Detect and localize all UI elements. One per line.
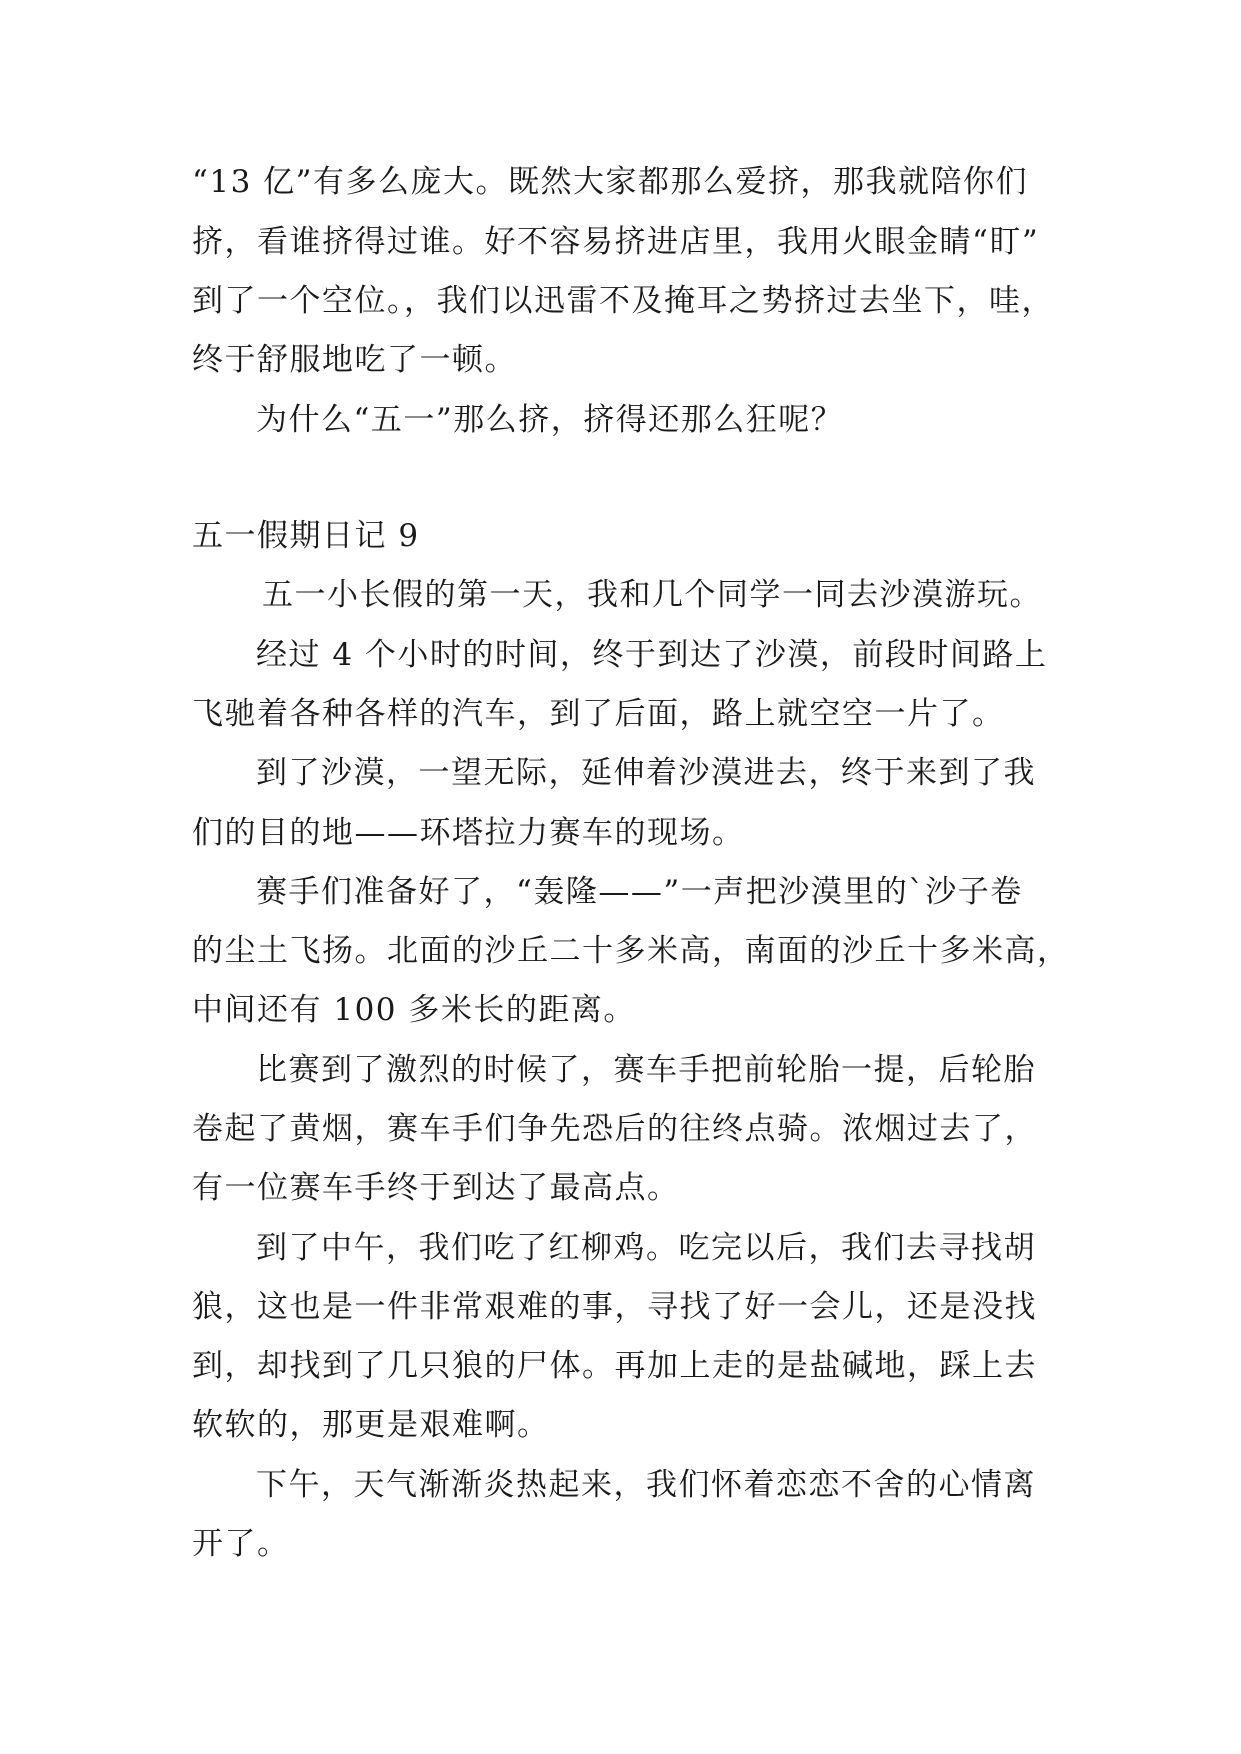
text-line: 挤，看谁挤得过谁。好不容易挤进店里，我用火眼金睛“盯” — [192, 224, 1040, 260]
text-line: 卷起了黄烟，赛车手们争先恐后的往终点骑。浓烟过去了， — [192, 1111, 1037, 1147]
section-title: 五一假期日记 9 — [192, 518, 420, 554]
text-line: 软软的，那更是艰难啊。 — [192, 1407, 550, 1443]
text-line: 的尘土飞扬。北面的沙丘二十多米高，南面的沙丘十多米高， — [192, 933, 1070, 969]
text-line: 下午，天气渐渐炎热起来，我们怀着恋恋不舍的心情离 — [256, 1467, 1036, 1503]
text-line: 比赛到了激烈的时候了，赛车手把前轮胎一提，后轮胎 — [256, 1052, 1036, 1088]
text-line: 开了。 — [192, 1526, 290, 1562]
text-line: 到了中午，我们吃了红柳鸡。吃完以后，我们去寻找胡 — [256, 1230, 1036, 1266]
text-line: 到，却找到了几只狼的尸体。再加上走的是盐碱地，踩上去 — [192, 1348, 1037, 1384]
text-line: 中间还有 100 多米长的距离。 — [192, 992, 636, 1028]
text-line: 到了一个空位。，我们以迅雷不及掩耳之势挤过去坐下，哇， — [192, 283, 1054, 319]
text-line: 为什么“五一”那么挤，挤得还那么狂呢？ — [256, 402, 844, 438]
text-line: 赛手们准备好了，“轰隆——”一声把沙漠里的`沙子卷 — [256, 874, 1023, 910]
text-line: 经过 4 个小时的时间，终于到达了沙漠，前段时间路上 — [256, 637, 1048, 673]
text-line: 终于舒服地吃了一顿。 — [192, 342, 517, 378]
text-line: 五一小长假的第一天，我和几个同学一同去沙漠游玩。 — [262, 577, 1042, 613]
text-line: 们的目的地——环塔拉力赛车的现场。 — [192, 815, 745, 851]
text-line: “13 亿”有多么庞大。既然大家都那么爱挤，那我就陪你们 — [192, 164, 1028, 200]
text-line: 有一位赛车手终于到达了最高点。 — [192, 1170, 680, 1206]
text-line: 到了沙漠，一望无际，延伸着沙漠进去，终于来到了我 — [256, 755, 1036, 791]
text-line: 狼，这也是一件非常艰难的事，寻找了好一会儿，还是没找 — [192, 1289, 1037, 1325]
text-line: 飞驰着各种各样的汽车，到了后面，路上就空空一片了。 — [192, 696, 1005, 732]
